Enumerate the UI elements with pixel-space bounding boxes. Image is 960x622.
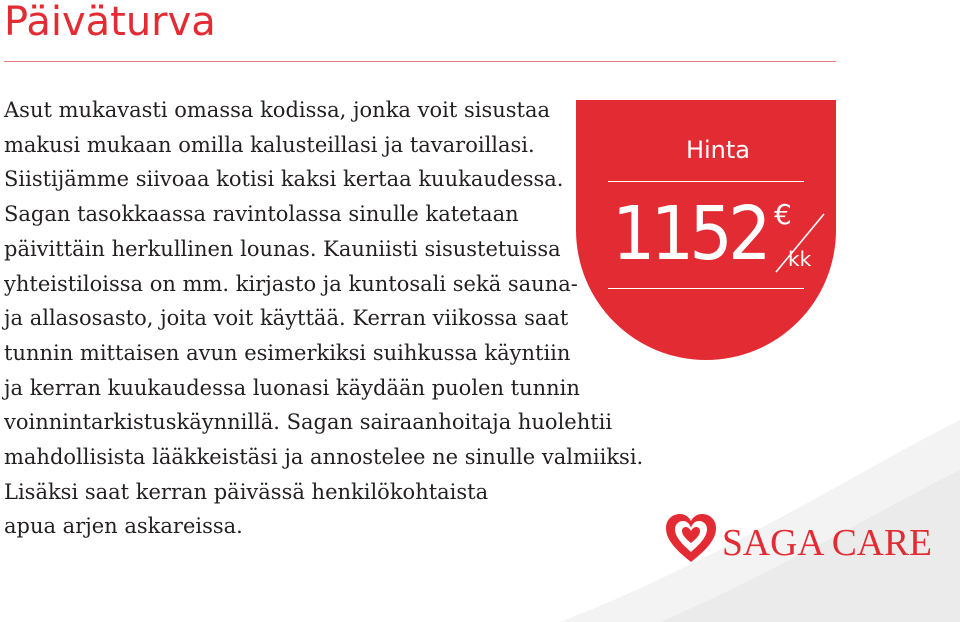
brand-name — [722, 522, 934, 562]
description-line: Asut mukavasti omassa kodissa, jonka voit sisustaa — [4, 98, 551, 122]
price-label: Hinta — [685, 136, 751, 164]
page-title: Päiväturva — [4, 0, 216, 45]
description-line: Lisäksi saat kerran päivässä henkilökohtaista — [4, 479, 489, 504]
brand-logo — [664, 510, 934, 570]
brand-name-text: SAGA CARE — [722, 522, 932, 562]
description-line: päivittäin herkullinen lounas. Kauniisti sisustetuissa — [4, 236, 561, 261]
price-unit: kk — [788, 247, 812, 271]
description-line: ja allasosasto, joita voit käyttää. Kerran viikossa saat — [4, 306, 569, 331]
description-line: ja kerran kuukaudessa luonasi käydään puolen tunnin — [4, 375, 580, 400]
price-badge — [576, 100, 836, 360]
description-text — [4, 93, 644, 544]
description-line: tunnin mittaisen avun esimerkiksi suihkussa käyntiin — [4, 340, 571, 365]
heart-logo-icon — [664, 512, 718, 564]
description-line: Siistijämme siivoaa kotisi kaksi kertaa kuukaudessa. — [4, 167, 564, 192]
description-line: makusi mukaan omilla kalusteillasi ja tavaroillasi. — [4, 132, 535, 157]
title-divider — [4, 61, 836, 62]
price-amount: 1152 — [612, 191, 767, 277]
price-divider-top — [608, 181, 804, 182]
description-line: voinnintarkistuskäynnillä. Sagan sairaanhoitaja huolehtii — [4, 410, 613, 435]
price-currency: € — [774, 198, 792, 231]
price-divider-bottom — [608, 288, 804, 289]
description-line: Sagan tasokkaassa ravintolassa sinulle katetaan — [4, 202, 519, 227]
description-line: yhteistiloissa on mm. kirjasto ja kuntosali sekä sauna- — [4, 271, 578, 296]
description-line: apua arjen askareissa. — [4, 514, 243, 539]
description-line: mahdollisista lääkkeistäsi ja annostelee ne sinulle valmiiksi. — [4, 445, 644, 470]
